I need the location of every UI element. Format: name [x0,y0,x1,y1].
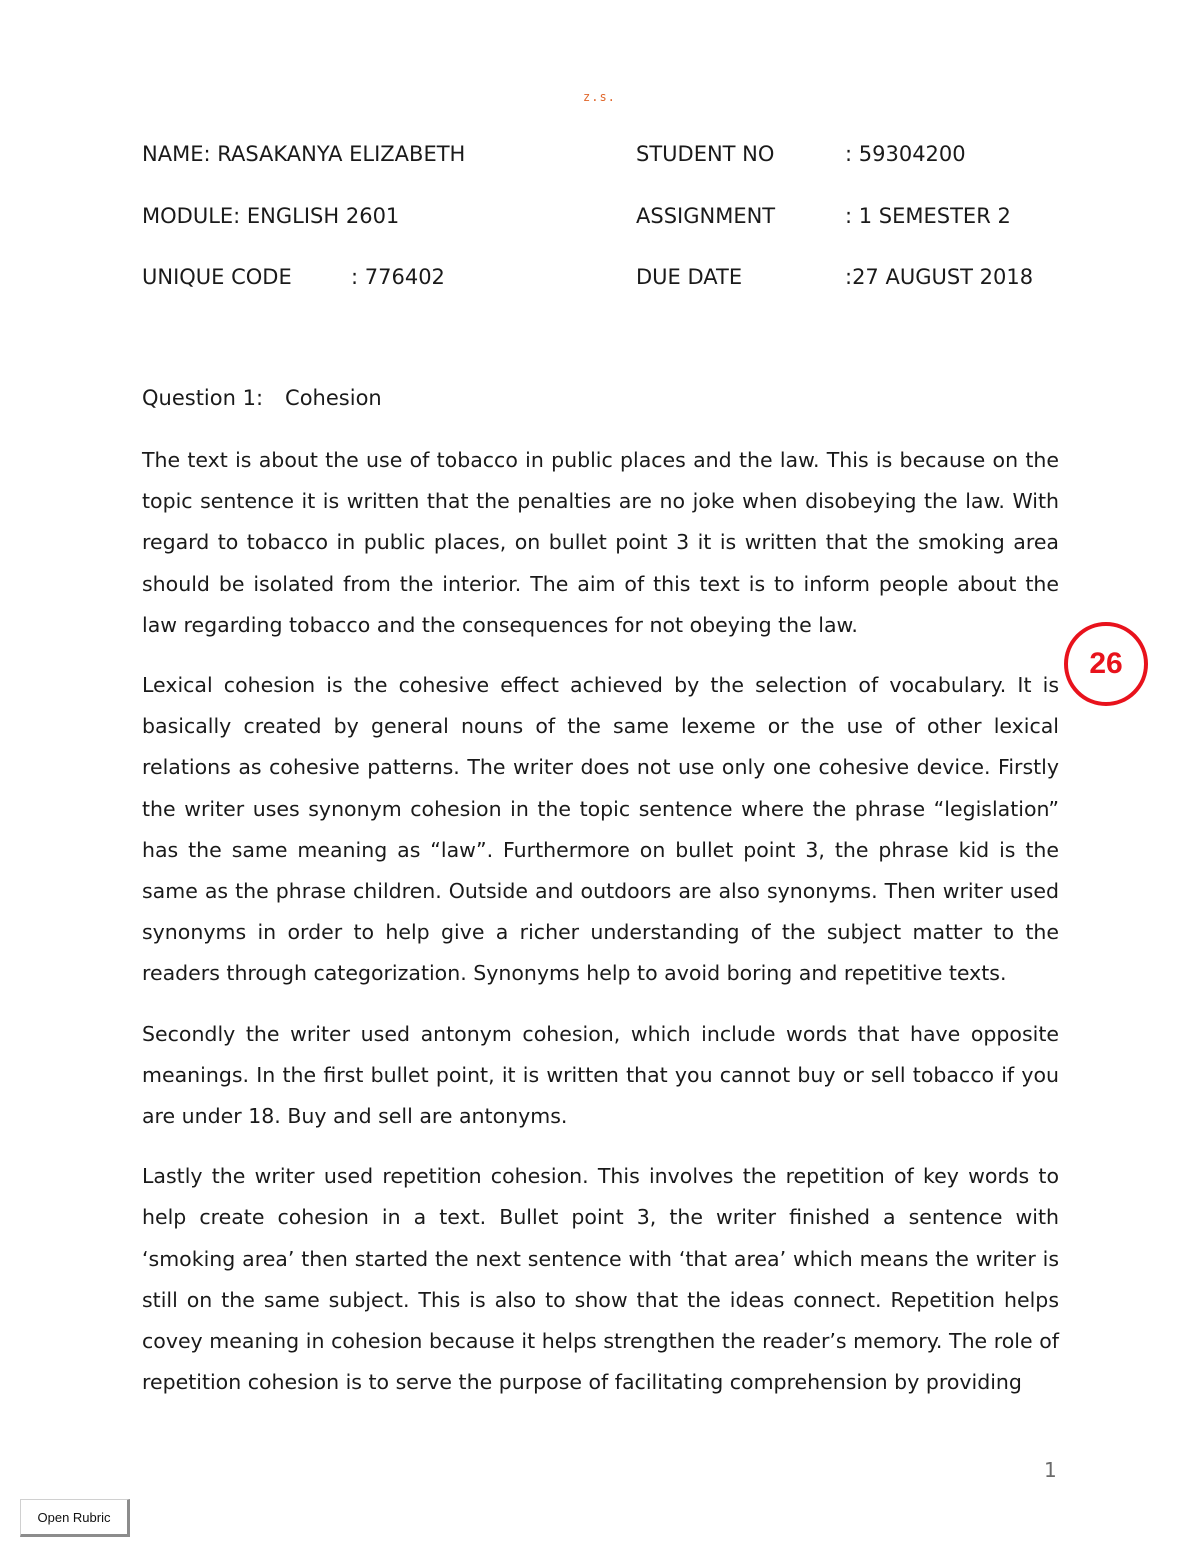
paragraph: The text is about the use of tobacco in public places and the law. This is because on the topic sentence it is written that the penalties are no joke when disobeying the law. With regard to tobacco in public places, on bullet point 3 it is written that the smoking area should be isolated from the interior. The aim of this text is to inform people about the law regarding tobacco and the consequences for not obeying the law. [142,448,1059,637]
unique-code-value: : 776402 [351,265,445,289]
paragraph: Secondly the writer used antonym cohesion, which include words that have opposite meanings. In the first bullet point, it is written that you cannot buy or sell tobacco if you are under 18. Buy and sell are antonyms. [142,1021,1059,1129]
page-number: 1 [1044,1458,1057,1482]
name-field: NAME: RASAKANYA ELIZABETH [142,142,466,166]
question-label: Question 1: [142,386,264,410]
paragraph: Lastly the writer used repetition cohesion. This involves the repetition of key words to help create cohesion in a text. Bullet point 3, the writer finished a sentence with ‘smoking area’ then started the next sentence with ‘that area’ which means the writer is still on the same subject. This is also to show that the ideas connect. Repetition helps covey meaning in cohesion because it helps strengthen the reader’s memory. The role of repetition cohesion is to serve the purpose of facilitating comprehension by providing [142,1164,1059,1395]
assignment-value: : 1 SEMESTER 2 [845,204,1011,228]
open-rubric-button[interactable]: Open Rubric [20,1499,130,1537]
answer-body [142,440,1059,1403]
score-circle [1064,622,1148,706]
question-heading [142,385,382,411]
student-no-value: : 59304200 [845,142,966,166]
marker-initials: z.s. [583,90,616,104]
due-date-label: DUE DATE [636,265,743,289]
module-field: MODULE: ENGLISH 2601 [142,204,400,228]
score-value: 26 [1089,647,1123,680]
assignment-label: ASSIGNMENT [636,204,776,228]
unique-code-label: UNIQUE CODE [142,265,292,289]
question-topic: Cohesion [285,386,382,410]
due-date-value: :27 AUGUST 2018 [845,265,1034,289]
paragraph: Lexical cohesion is the cohesive effect achieved by the selection of vocabulary. It is basically created by general nouns of the same lexeme or the use of other lexical relations as cohesive patterns. The writer does not use only one cohesive device. Firstly the writer uses synonym cohesion in the topic sentence where the phrase “legislation” has the same meaning as “law”. Furthermore on bullet point 3, the phrase kid is the same as the phrase children. Outside and outdoors are also synonyms. Then writer used synonyms in order to help give a richer understanding of the subject matter to the readers through categorization. Synonyms help to avoid boring and repetitive texts. [142,673,1059,986]
student-no-label: STUDENT NO [636,142,775,166]
